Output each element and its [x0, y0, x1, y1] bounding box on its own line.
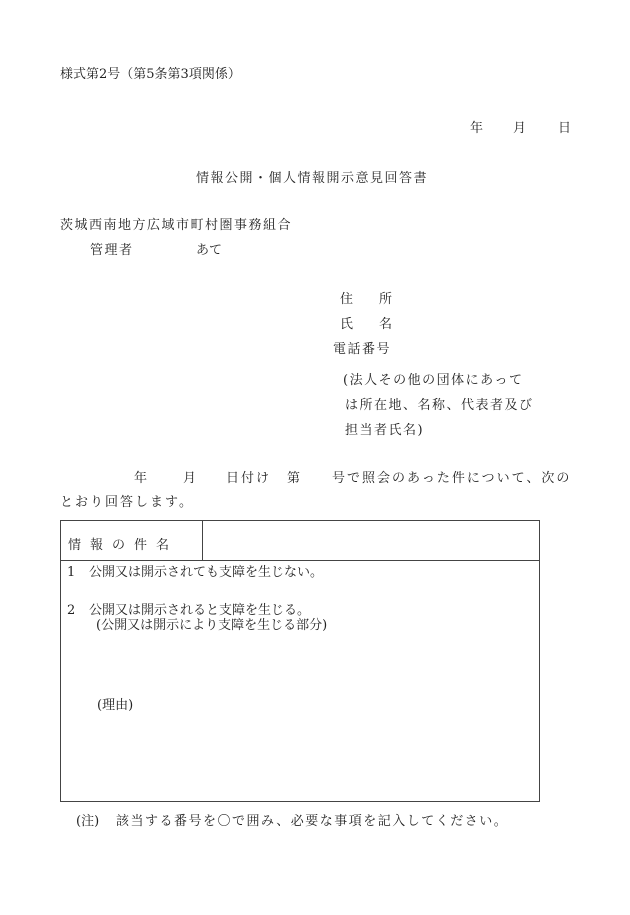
respondent-note-line-3: 担当者氏名) — [345, 423, 425, 438]
name-label: 氏 名 — [340, 317, 393, 332]
body-dated-label: 日付け — [226, 471, 272, 486]
subject-label: 情報の件名 — [68, 538, 179, 553]
date-day-label: 日 — [558, 121, 572, 136]
option-2-number[interactable]: 2 — [67, 603, 76, 618]
body-line-2: とおり回答します。 — [60, 495, 194, 510]
answer-table — [60, 520, 540, 802]
option-1-number[interactable]: 1 — [67, 565, 76, 580]
respondent-note-line-2: は所在地、名称、代表者及び — [345, 398, 534, 413]
option-2-subnote: (公開又は開示により支障を生じる部分) — [96, 618, 328, 633]
document-title: 情報公開・個人情報開示意見回答書 — [196, 171, 429, 186]
respondent-note-line-1: (法人その他の団体にあって — [343, 373, 524, 388]
phone-label: 電話番号 — [333, 342, 392, 357]
recipient-organization: 茨城西南地方広域市町村圏事務組合 — [60, 218, 293, 233]
body-number-prefix: 第 — [287, 471, 301, 486]
body-month-label: 月 — [183, 471, 197, 486]
date-year-label: 年 — [470, 121, 484, 136]
reason-label: (理由) — [97, 698, 134, 713]
table-header-row — [61, 521, 539, 561]
footnote-text: 該当する番号を〇で囲み、必要な事項を記入してください。 — [116, 814, 509, 829]
recipient-title: 管理者 — [90, 243, 134, 258]
option-1-text: 公開又は開示されても支障を生じない。 — [89, 565, 324, 580]
subject-label-cell — [61, 521, 203, 560]
address-label: 住 所 — [340, 292, 393, 307]
body-year-label: 年 — [134, 471, 148, 486]
option-2-text: 公開又は開示されると支障を生じる。 — [89, 603, 311, 618]
body-line-1-tail: 号で照会のあった件について、次の — [332, 471, 572, 486]
date-month-label: 月 — [513, 121, 527, 136]
subject-value-field[interactable] — [203, 521, 539, 560]
footnote-marker: (注) — [76, 814, 100, 829]
form-number: 様式第2号（第5条第3項関係） — [60, 67, 241, 82]
recipient-suffix: あて — [196, 243, 223, 258]
